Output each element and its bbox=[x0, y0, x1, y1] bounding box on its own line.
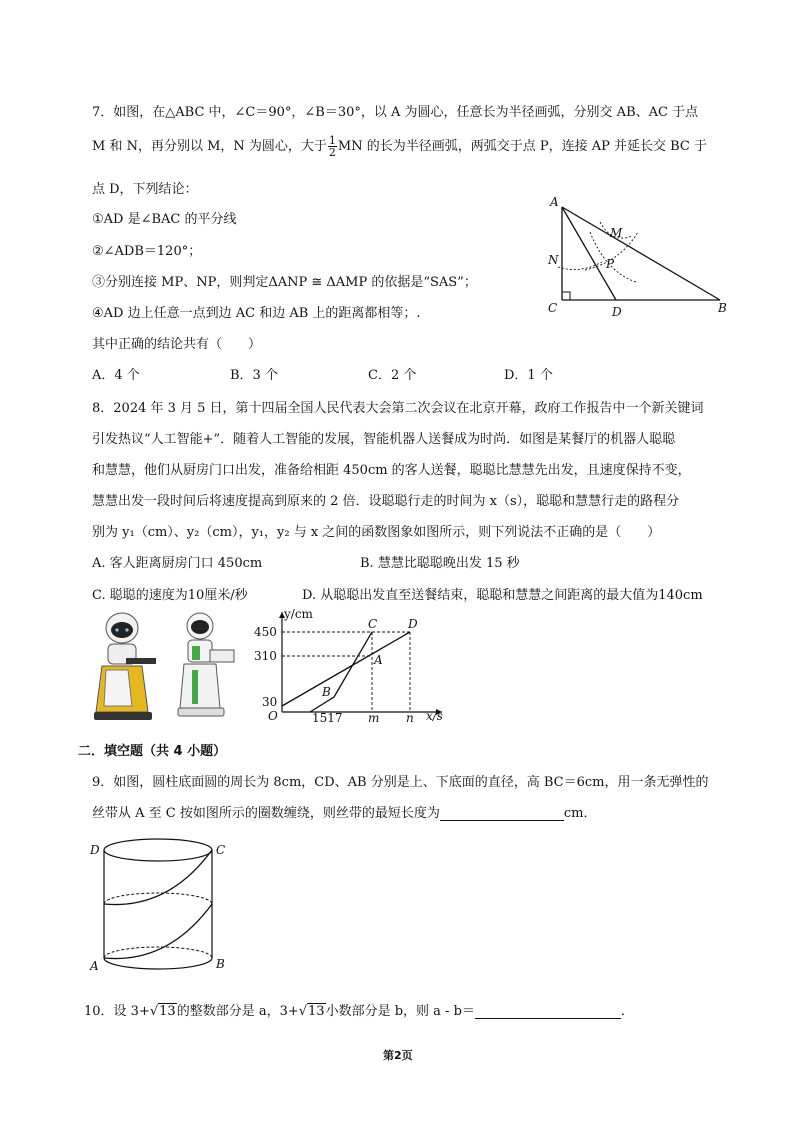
q8-option-a[interactable]: A. 客人距离厨房门口 450cm bbox=[92, 556, 263, 571]
q7-line2-a: M 和 N，再分别以 M，N 为圆心，大于 bbox=[92, 139, 327, 154]
origin-label: O bbox=[268, 709, 278, 723]
robot-congcong-image bbox=[88, 608, 160, 724]
q7-conclusion-1: ①AD 是∠BAC 的平分线 bbox=[92, 212, 237, 227]
q7-conclusion-3: ③分别连接 MP、NP，则判定ΔANP ≅ ΔAMP 的依据是“SAS”； bbox=[92, 275, 477, 290]
q7-triangle-figure bbox=[540, 192, 740, 322]
tick-n: n bbox=[406, 711, 414, 724]
section-fill-in-title: 二．填空题（共 4 小题） bbox=[78, 744, 227, 759]
label-b: B bbox=[718, 301, 727, 315]
side-ab bbox=[562, 207, 720, 300]
ribbon-lower bbox=[104, 904, 212, 959]
label-m: M bbox=[610, 226, 623, 240]
tick-1517: 1517 bbox=[312, 711, 343, 724]
tick-m: m bbox=[368, 711, 380, 724]
q7-line1: 7．如图，在△ABC 中，∠C＝90°，∠B＝30°，以 A 为圆心，任意长为半径画弧，分别交 AB、AC 于点 bbox=[92, 105, 699, 120]
q7-conclusion-4: ④AD 边上任意一点到边 AC 和边 AB 上的距离都相等；. bbox=[92, 306, 421, 321]
q10-part1: 10．设 3+ bbox=[84, 1004, 150, 1019]
label-a: A bbox=[550, 195, 559, 209]
bottom-front-arc bbox=[104, 958, 212, 969]
q7-option-a[interactable]: A．4 个 bbox=[92, 368, 140, 383]
label-d: D bbox=[90, 843, 100, 857]
q9-unit: cm． bbox=[563, 806, 597, 821]
point-c: C bbox=[368, 617, 378, 631]
q9-line2-text: 丝带从 A 至 C 按如图所示的圈数缠绕，则丝带的最短长度为 bbox=[92, 806, 440, 821]
q7-line2 bbox=[92, 135, 707, 158]
q10-part2: 的整数部分是 a，3+ bbox=[176, 1004, 299, 1019]
q9-cylinder-figure bbox=[88, 832, 238, 980]
q8-option-c[interactable]: C. 聪聪的速度为10厘米/秒 bbox=[92, 588, 248, 603]
q7-question: 其中正确的结论共有（ ） bbox=[92, 337, 262, 352]
point-d: D bbox=[408, 617, 418, 631]
tick-310: 310 bbox=[254, 649, 277, 663]
q7-conclusion-2: ②∠ADB＝120°； bbox=[92, 244, 202, 259]
sqrt-13-a: √13 bbox=[149, 1004, 176, 1019]
label-c: C bbox=[548, 301, 558, 315]
q9-line1: 9．如图，圆柱底面圆的周长为 8cm，CD、AB 分别是上、下底面的直径，高 BC＝6cm，用一条无弹性的 bbox=[92, 775, 709, 790]
tick-450: 450 bbox=[254, 625, 277, 639]
sqrt-13-b: √13 bbox=[298, 1004, 325, 1019]
q8-line2: 引发热议“人工智能+”．随着人工智能的发展，智能机器人送餐成为时尚．如图是某餐厅的机器人聪聪 bbox=[92, 432, 676, 447]
segment-ad bbox=[562, 207, 616, 300]
q7-option-d[interactable]: D．1 个 bbox=[504, 368, 553, 383]
q10-answer-blank[interactable] bbox=[475, 1004, 621, 1019]
bottom-back-arc bbox=[104, 947, 212, 958]
middle-back-arc bbox=[104, 893, 212, 904]
label-n: N bbox=[548, 253, 559, 267]
point-a: A bbox=[374, 653, 383, 667]
q8-function-graph bbox=[250, 608, 460, 724]
q8-line4: 慧慧出发一段时间后将速度提高到原来的 2 倍．设聪聪行走的时间为 x（s），聪聪和慧慧行走的路程分 bbox=[92, 494, 680, 509]
q7-line3: 点 D，下列结论： bbox=[92, 182, 198, 197]
x-axis-label: x/s bbox=[426, 709, 443, 723]
label-d: D bbox=[612, 305, 622, 319]
label-p: P bbox=[606, 257, 615, 271]
label-b: B bbox=[216, 957, 225, 971]
robot-huihui-image bbox=[170, 608, 240, 720]
q8-line1: 8．2024 年 3 月 5 日，第十四届全国人民代表大会第二次会议在北京开幕，政府工作报告中一个新关键词 bbox=[92, 401, 704, 416]
label-c: C bbox=[216, 843, 226, 857]
q7-line2-b: MN 的长为半径画弧，两弧交于点 P，连接 AP 并延长交 BC 于 bbox=[337, 139, 708, 154]
q7-option-c[interactable]: C．2 个 bbox=[368, 368, 417, 383]
q10-line bbox=[84, 1000, 634, 1019]
label-a: A bbox=[90, 959, 99, 973]
fraction-half: $\frac{1}{2}$ bbox=[328, 134, 336, 159]
q9-answer-blank[interactable] bbox=[440, 806, 564, 821]
q8-line5: 别为 y₁（cm）、y₂（cm），y₁，y₂ 与 x 之间的函数图象如图所示，则下列说法不正确的是（ ） bbox=[92, 525, 661, 540]
q8-option-b[interactable]: B. 慧慧比聪聪晚出发 15 秒 bbox=[360, 556, 520, 571]
tick-30: 30 bbox=[262, 695, 278, 709]
point-b: B bbox=[322, 685, 331, 699]
top-ellipse bbox=[104, 839, 212, 861]
q8-line3: 和慧慧，他们从厨房门口出发，准备给相距 450cm 的客人送餐，聪聪比慧慧先出发，且速度保持不变， bbox=[92, 463, 691, 478]
q10-part3: 小数部分是 b，则 a - b＝ bbox=[325, 1004, 475, 1019]
q9-line2 bbox=[92, 802, 596, 821]
right-angle-mark bbox=[562, 292, 570, 300]
q8-option-d[interactable]: D. 从聪聪出发直至送餐结束，聪聪和慧慧之间距离的最大值为140cm bbox=[302, 588, 703, 603]
q7-option-b[interactable]: B．3 个 bbox=[230, 368, 278, 383]
y-axis-label: y/cm bbox=[284, 608, 313, 621]
q10-end: ． bbox=[620, 1004, 634, 1019]
page-number: 第2页 bbox=[383, 1049, 413, 1062]
line-y1 bbox=[282, 632, 410, 706]
